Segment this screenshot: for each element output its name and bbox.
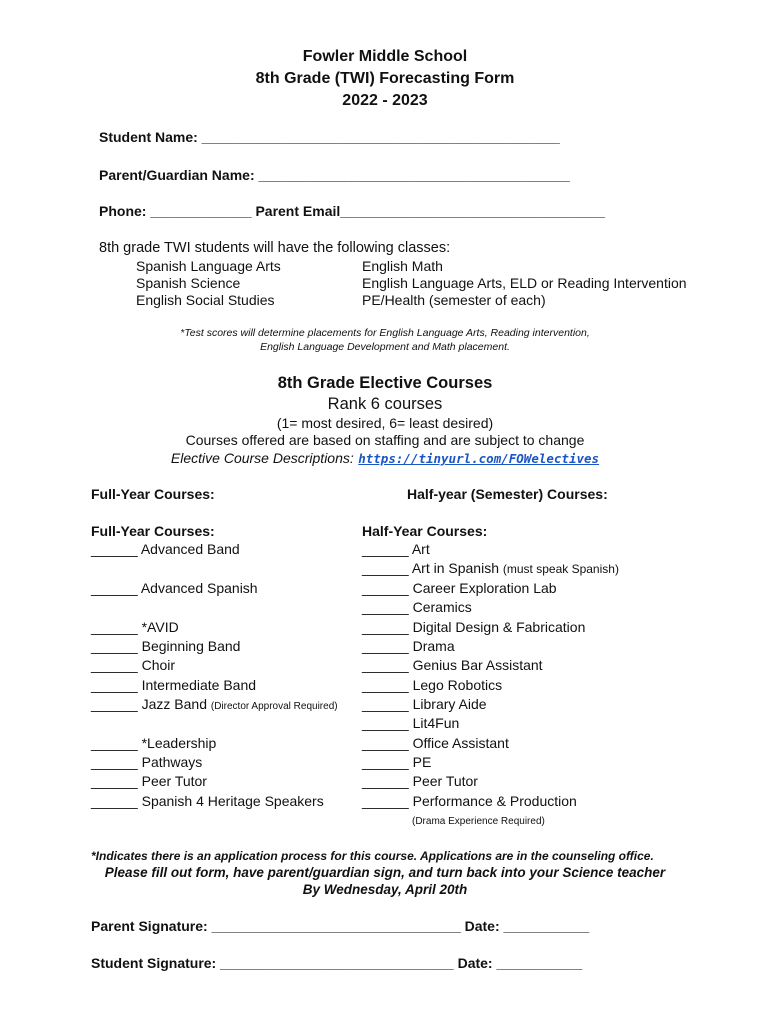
half-year-header: Half-year (Semester) Courses: [407,486,608,502]
description-line [0,450,770,468]
parent-name-field[interactable]: Parent/Guardian Name: ________________________________________ [99,167,570,183]
full-year-item[interactable]: ______ Pathways [91,754,203,770]
full-year-item-jazz[interactable] [91,696,338,712]
phone-email-field[interactable]: Phone: _____________ Parent Email__________________________________ [99,203,605,219]
half-year-item[interactable]: ______ Performance & Production [362,793,577,809]
class-right-1: English Math [362,258,443,274]
performance-note: (Drama Experience Required) [412,816,545,827]
jazz-band-note: (Director Approval Required) [210,701,338,712]
full-year-item[interactable]: ______ *Leadership [91,735,217,751]
school-year: 2022 - 2023 [342,92,428,109]
half-year-item[interactable]: ______ Library Aide [362,696,487,712]
student-name-field[interactable]: Student Name: ______________________________________________ [99,129,560,145]
half-year-item[interactable]: ______ Drama [362,638,455,654]
school-name: Fowler Middle School [302,48,468,65]
half-year-item[interactable]: ______ PE [362,754,432,770]
jazz-band-label: ______ Jazz Band [91,696,207,712]
student-signature-line[interactable]: Student Signature: ______________________________ Date: ___________ [91,955,583,971]
full-year-item[interactable]: ______ Intermediate Band [91,677,257,693]
class-left-3: English Social Studies [136,292,275,308]
classes-intro: 8th grade TWI students will have the following classes: [99,240,451,256]
full-year-item[interactable]: ______ Choir [91,657,176,673]
rank-scale: (1= most desired, 6= least desired) [276,415,494,431]
half-year-item[interactable]: ______ Art [362,541,430,557]
art-spanish-note: (must speak Spanish) [502,562,619,576]
half-year-item[interactable]: ______ Career Exploration Lab [362,580,557,596]
class-right-3: PE/Health (semester of each) [362,292,546,308]
description-link[interactable]: https://tinyurl.com/FOWelectives [358,451,600,466]
full-year-item[interactable]: ______ Advanced Band [91,541,240,557]
class-left-2: Spanish Science [136,275,241,291]
electives-heading: 8th Grade Elective Courses [277,374,493,392]
half-year-item[interactable]: ______ Office Assistant [362,735,509,751]
half-year-item[interactable]: ______ Genius Bar Assistant [362,657,543,673]
full-year-item[interactable]: ______ Advanced Spanish [91,580,258,596]
half-year-item[interactable]: ______ Ceramics [362,599,472,615]
parent-signature-line[interactable]: Parent Signature: ________________________________ Date: ___________ [91,918,590,934]
staffing-note: Courses offered are based on staffing and are subject to change [185,432,585,448]
full-year-item[interactable]: ______ Beginning Band [91,638,241,654]
half-year-item[interactable]: ______ Lego Robotics [362,677,503,693]
application-note: *Indicates there is an application process for this course. Applications are in the counseling office. [91,849,654,863]
class-right-2: English Language Arts, ELD or Reading Intervention [362,275,687,291]
full-year-item[interactable]: ______ Peer Tutor [91,773,207,789]
full-year-item[interactable]: ______ Spanish 4 Heritage Speakers [91,793,324,809]
description-label: Elective Course Descriptions: [170,450,354,466]
half-year-item[interactable]: ______ Peer Tutor [362,773,478,789]
half-year-subheader: Half-Year Courses: [362,523,488,539]
placement-note-1: *Test scores will determine placements for English Language Arts, Reading intervention, [180,327,590,339]
full-year-subheader: Full-Year Courses: [91,523,215,539]
placement-note-2: English Language Development and Math placement. [260,341,510,353]
return-instruction: Please fill out form, have parent/guardian sign, and turn back into your Science teacher [104,865,666,880]
class-left-1: Spanish Language Arts [136,258,281,274]
deadline: By Wednesday, April 20th [302,882,468,897]
art-spanish-label: ______ Art in Spanish [362,560,499,576]
rank-instruction: Rank 6 courses [327,395,443,413]
full-year-header: Full-Year Courses: [91,486,215,502]
full-year-item[interactable]: ______ *AVID [91,619,179,635]
form-title: 8th Grade (TWI) Forecasting Form [255,70,515,87]
half-year-item[interactable]: ______ Digital Design & Fabrication [362,619,586,635]
half-year-item[interactable]: ______ Lit4Fun [362,715,460,731]
half-year-item-art-spanish[interactable] [362,560,619,576]
